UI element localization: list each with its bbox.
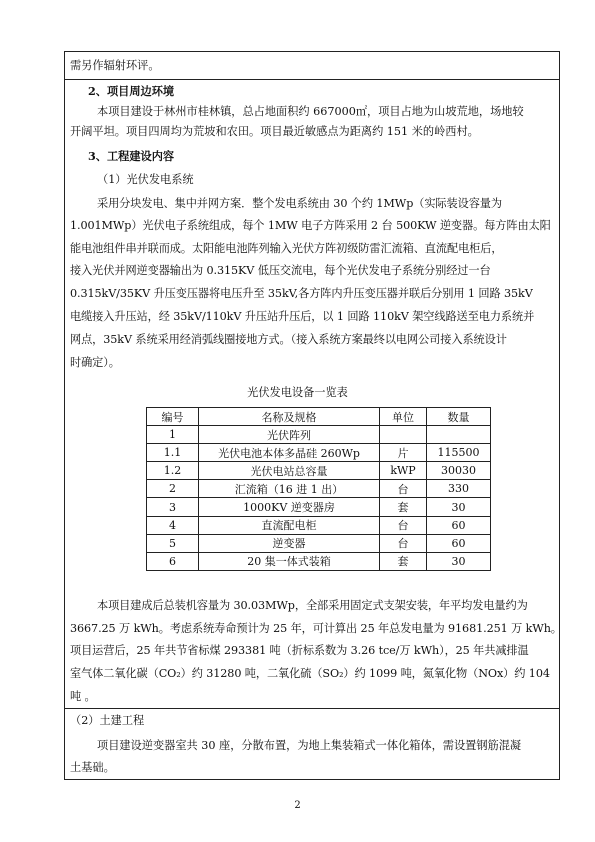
- table-header-row: [147, 408, 491, 426]
- table-cell: [427, 426, 491, 444]
- table-cell: 30030: [427, 462, 491, 480]
- table-cell: 330: [427, 480, 491, 498]
- text-line: 能电池组件串并联而成。太阳能电池阵列输入光伏方阵初级防雷汇流箱、直流配电柜后，: [70, 242, 503, 255]
- section-heading: 2、项目周边环境: [88, 84, 175, 98]
- table-cell: 20 集一体式装箱: [199, 552, 380, 570]
- table-cell: 光伏电池本体多晶硅 260Wp: [199, 444, 380, 462]
- text-line: 网点，35kV 系统采用经消弧线圈接地方式。（接入系统方案最终以电网公司接入系统设计: [70, 333, 507, 346]
- table-row: [147, 480, 491, 498]
- table-cell: 汇流箱（16 进 1 出）: [199, 480, 380, 498]
- header-cell: 名称及规格: [199, 408, 380, 426]
- table-cell: 4: [147, 516, 199, 534]
- text-line: 需另作辐射环评。: [70, 59, 160, 72]
- divider: [64, 79, 560, 80]
- table-cell: 60: [427, 516, 491, 534]
- table-cell: 光伏电站总容量: [199, 462, 380, 480]
- table-cell: 台: [380, 480, 427, 498]
- header-cell: 编号: [147, 408, 199, 426]
- table-cell: 2: [147, 480, 199, 498]
- equipment-table: [146, 407, 491, 571]
- table-caption: 光伏发电设备一览表: [247, 386, 348, 399]
- table-cell: 台: [380, 534, 427, 552]
- text-line: 接入光伏并网逆变器输出为 0.315KV 低压交流电，每个光伏发电子系统分别经过一台: [70, 264, 491, 277]
- table-cell: [380, 426, 427, 444]
- subsection-heading: （1）光伏发电系统: [97, 173, 194, 186]
- text-line: 3667.25 万 kWh。考虑系统寿命预计为 25 年，可计算出 25 年总发电量为 91681.251 万 kWh。: [70, 622, 562, 635]
- text-line: 室气体二氧化碳（CO₂）约 31280 吨，二氧化硫（SO₂）约 1099 吨，氮氧化物（NOx）约 104: [70, 667, 550, 680]
- table-cell: 台: [380, 516, 427, 534]
- text-line: 0.315kV/35KV 升压变压器将电压升至 35kV,各方阵内升压变压器并联后分别用 1 回路 35kV: [70, 287, 533, 300]
- text-line: 本项目建成后总装机容量为 30.03MWp，全部采用固定式支架安装，年平均发电量约为: [97, 599, 528, 612]
- table-cell: 6: [147, 552, 199, 570]
- table-row: [147, 552, 491, 570]
- table-cell: 逆变器: [199, 534, 380, 552]
- text-line: 本项目建设于林州市桂林镇，总占地面积约 667000㎡，项目占地为山坡荒地，场地较: [97, 105, 524, 118]
- table-cell: 1000KV 逆变器房: [199, 498, 380, 516]
- table-cell: 3: [147, 498, 199, 516]
- table-cell: 30: [427, 498, 491, 516]
- page-number: 2: [294, 800, 301, 811]
- text-line: 开阔平坦。项目四周均为荒坡和农田。项目最近敏感点为距离约 151 米的岭西村。: [70, 125, 479, 138]
- table-cell: 1.1: [147, 444, 199, 462]
- text-line: 1.001MWp）光伏电子系统组成，每个 1MW 电子方阵采用 2 台 500KW 逆变器。每方阵由太阳: [70, 219, 551, 232]
- table-row: [147, 426, 491, 444]
- header-cell: 数量: [427, 408, 491, 426]
- text-line: 吨 。: [70, 690, 96, 703]
- table-cell: 直流配电柜: [199, 516, 380, 534]
- text-line: 项目建设逆变器室共 30 座，分散布置，为地上集装箱式一体化箱体，需设置钢筋混凝: [97, 739, 522, 752]
- table-cell: 5: [147, 534, 199, 552]
- table-row: [147, 444, 491, 462]
- table-cell: 1: [147, 426, 199, 444]
- table-cell: 1.2: [147, 462, 199, 480]
- divider: [64, 708, 560, 709]
- table-row: [147, 462, 491, 480]
- section-heading: 3、工程建设内容: [88, 149, 175, 163]
- table-cell: kWP: [380, 462, 427, 480]
- text-line: 项目运营后，25 年共节省标煤 293381 吨（折标系数为 3.26 tce/万 kWh），25 年共减排温: [70, 644, 529, 657]
- text-line: 采用分块发电、集中并网方案．整个发电系统由 30 个约 1MWp（实际装设容量为: [97, 197, 502, 210]
- header-cell: 单位: [380, 408, 427, 426]
- table-row: [147, 534, 491, 552]
- table-row: [147, 516, 491, 534]
- table-cell: 套: [380, 552, 427, 570]
- table-cell: 115500: [427, 444, 491, 462]
- table-row: [147, 498, 491, 516]
- table-cell: 光伏阵列: [199, 426, 380, 444]
- table-cell: 片: [380, 444, 427, 462]
- table-cell: 30: [427, 552, 491, 570]
- text-line: 电缆接入升压站，经 35kV/110kV 升压站升压后，以 1 回路 110kV 架空线路送至电力系统并: [70, 310, 535, 323]
- table-cell: 60: [427, 534, 491, 552]
- text-line: 土基础。: [70, 761, 115, 774]
- subsection-heading: （2）土建工程: [70, 714, 145, 727]
- table-cell: 套: [380, 498, 427, 516]
- text-line: 时确定）。: [70, 356, 120, 369]
